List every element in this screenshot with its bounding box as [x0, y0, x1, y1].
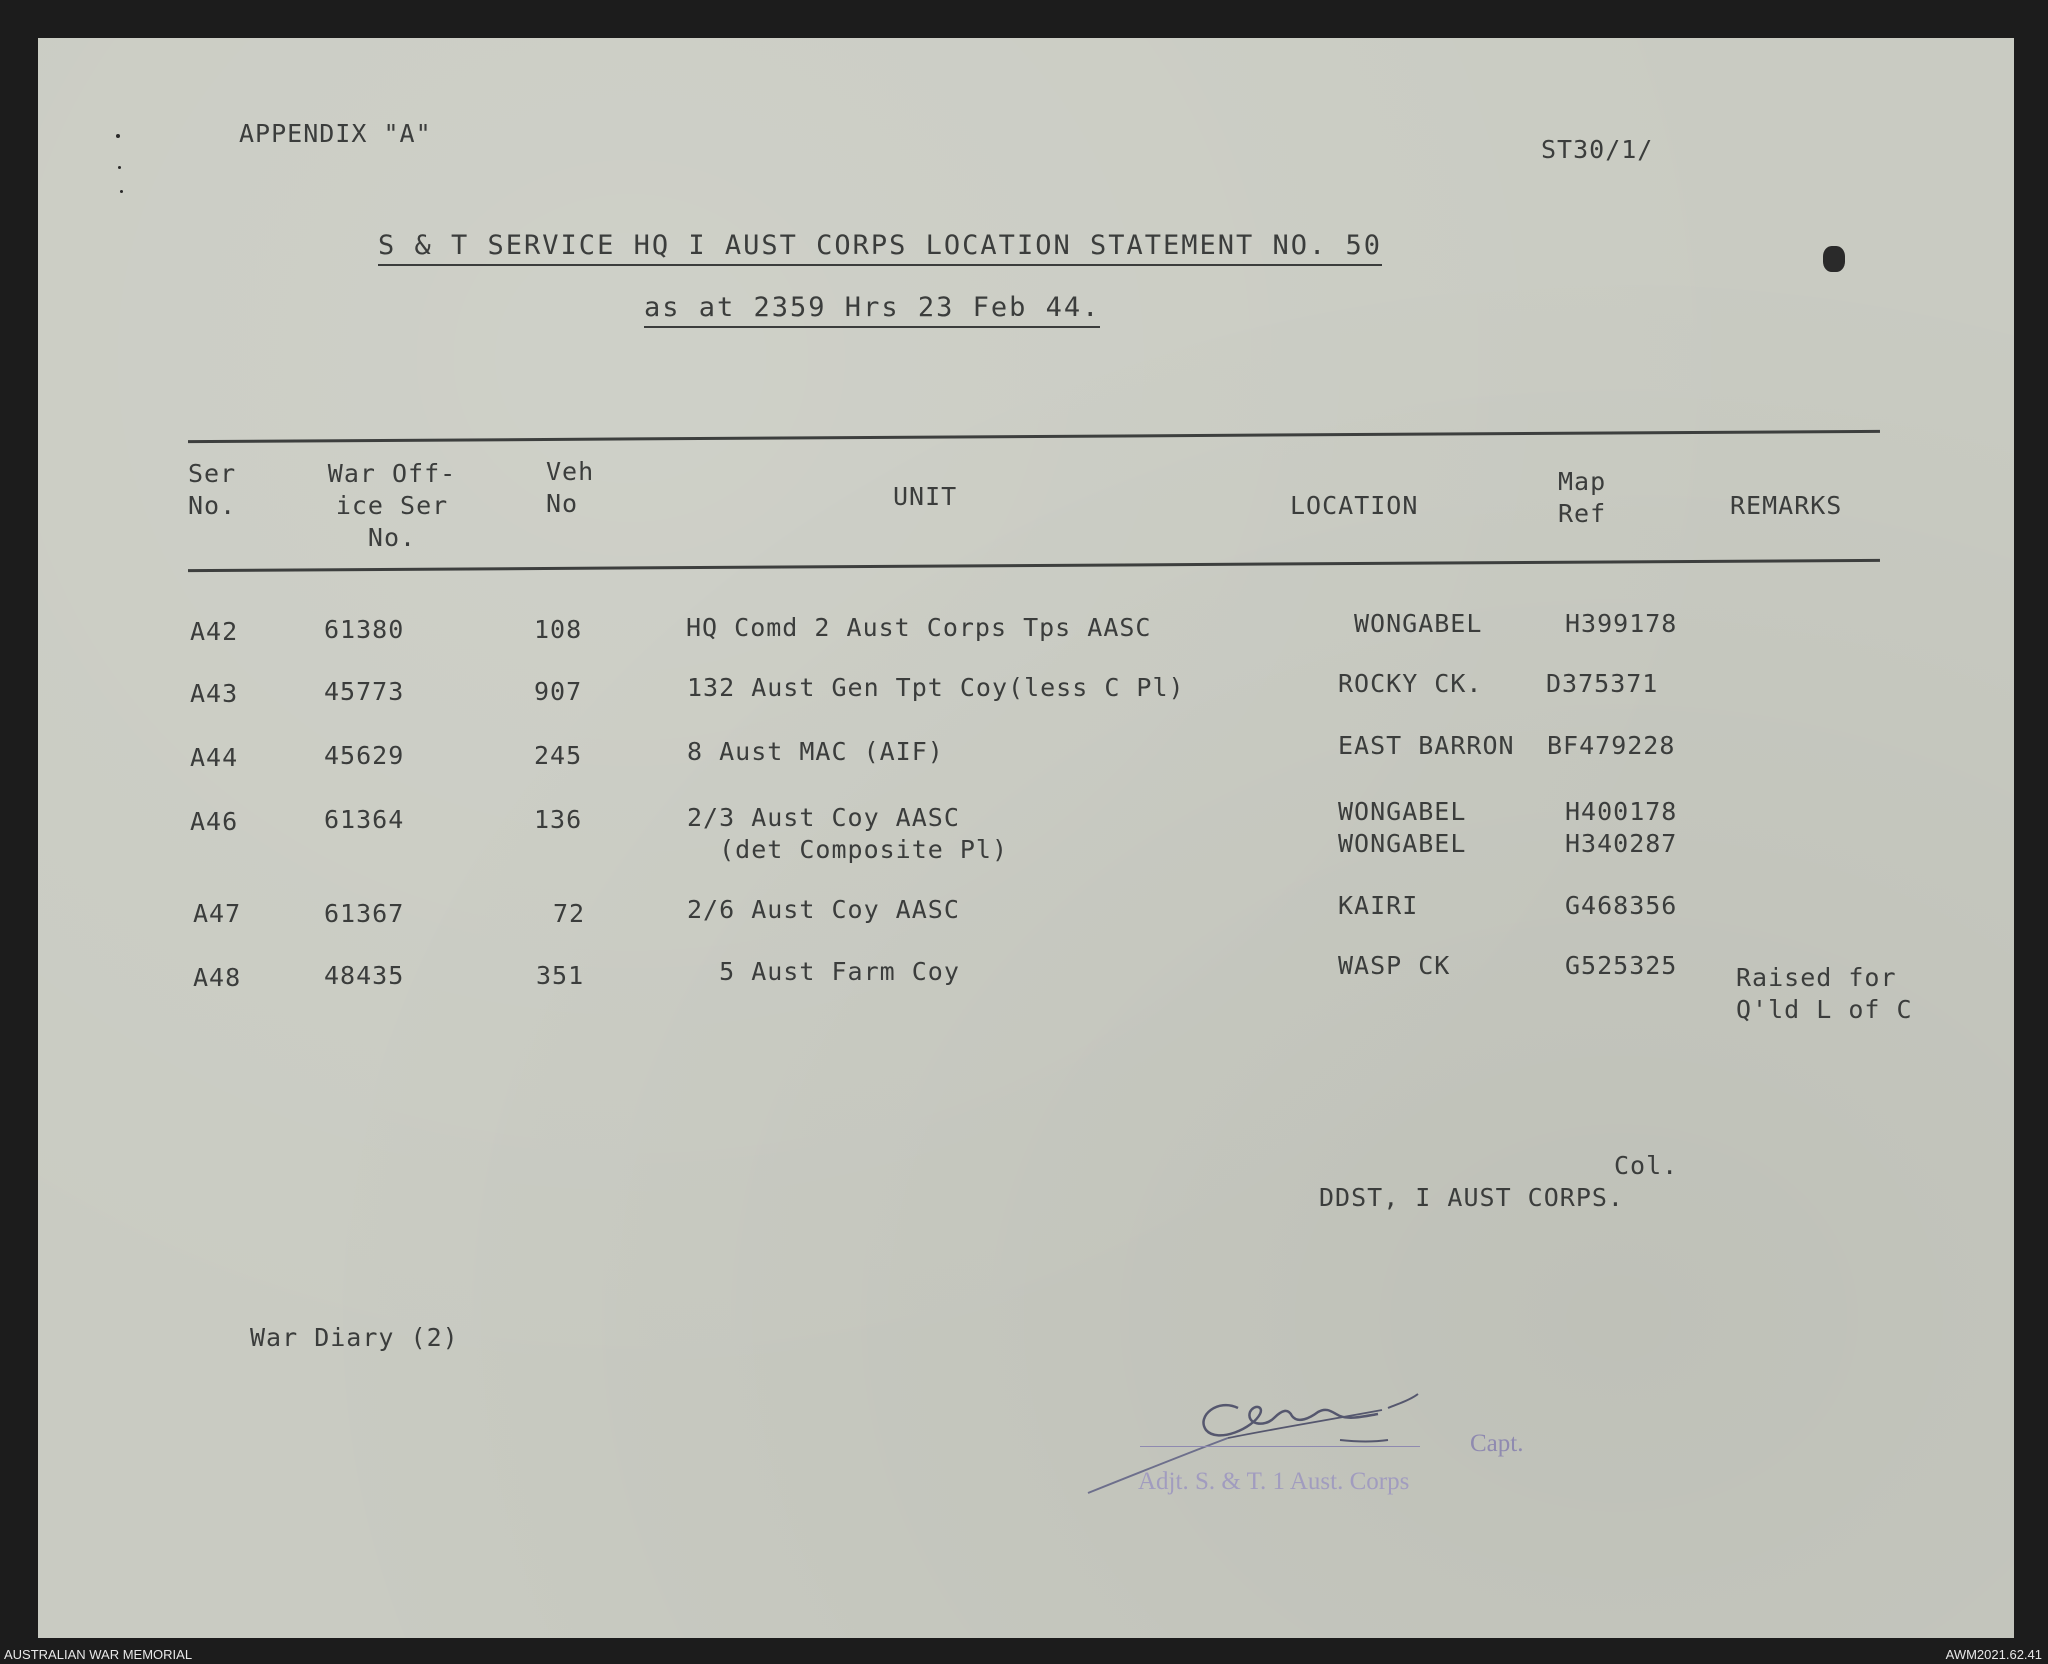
paper-hole-mark [1823, 246, 1845, 272]
cell-war-office-no: 61364 [324, 805, 405, 834]
cell-war-office-no: 61380 [324, 615, 405, 644]
cell-map-ref: G525325 [1565, 951, 1678, 980]
document-subtitle: as at 2359 Hrs 23 Feb 44. [644, 290, 1100, 328]
paper-speck [120, 190, 123, 193]
cell-unit: 5 Aust Farm Coy [687, 957, 960, 986]
cell-ser-no: A43 [190, 679, 239, 708]
cell-war-office-no: 48435 [324, 961, 405, 990]
cell-ser-no: A46 [190, 807, 239, 836]
stamp-appointment: Adjt. S. & T. 1 Aust. Corps [1138, 1468, 1410, 1495]
cell-unit: 2/3 Aust Coy AASC (det Composite Pl) [687, 803, 1009, 864]
cell-veh-no: 245 [534, 741, 583, 770]
stamp-rank: Capt. [1470, 1430, 1524, 1457]
cell-ser-no: A44 [190, 743, 239, 772]
archive-footer-right: AWM2021.62.41 [1945, 1647, 2042, 1662]
col-header-map-ref: Map Ref [1558, 467, 1607, 528]
cell-veh-no: 108 [534, 615, 583, 644]
cell-location: KAIRI [1338, 891, 1419, 920]
cell-war-office-no: 61367 [324, 899, 405, 928]
cell-map-ref: H400178 H340287 [1565, 797, 1678, 858]
cell-map-ref: D375371 [1546, 669, 1659, 698]
col-header-war-office-ser-no: War Off- ice Ser No. [327, 459, 457, 552]
archive-footer-left: AUSTRALIAN WAR MEMORIAL [4, 1647, 193, 1662]
cell-unit: 2/6 Aust Coy AASC [687, 895, 960, 924]
cell-war-office-no: 45629 [324, 741, 405, 770]
cell-ser-no: A47 [193, 899, 242, 928]
cell-location: WONGABEL WONGABEL [1338, 797, 1467, 858]
table-top-rule [188, 430, 1880, 443]
document-page [38, 38, 2014, 1638]
cell-remarks: Raised for Q'ld L of C [1736, 963, 1913, 1024]
cell-location: ROCKY CK. [1338, 669, 1483, 698]
cell-location: WONGABEL [1354, 609, 1483, 638]
cell-veh-no: 72 [553, 899, 586, 928]
cell-unit: HQ Comd 2 Aust Corps Tps AASC [686, 613, 1152, 642]
document-title: S & T SERVICE HQ I AUST CORPS LOCATION STATEMENT NO. 50 [378, 228, 1382, 266]
cell-location: WASP CK [1338, 951, 1451, 980]
stamp-signature-line [1140, 1446, 1420, 1447]
cell-veh-no: 351 [536, 961, 585, 990]
col-header-ser-no: Ser No. [188, 459, 237, 520]
cell-war-office-no: 45773 [324, 677, 405, 706]
table-header-rule [188, 559, 1880, 572]
paper-speck [118, 166, 121, 169]
col-header-location: LOCATION [1290, 491, 1419, 520]
cell-map-ref: BF479228 [1547, 731, 1676, 760]
signatory-appointment: DDST, I AUST CORPS. [1319, 1183, 1624, 1212]
cell-veh-no: 136 [534, 805, 583, 834]
cell-unit: 8 Aust MAC (AIF) [687, 737, 944, 766]
appendix-label: APPENDIX "A" [239, 119, 432, 148]
col-header-veh-no: Veh No [546, 457, 595, 518]
paper-speck [116, 134, 120, 138]
cell-ser-no: A48 [193, 963, 242, 992]
cell-ser-no: A42 [190, 617, 239, 646]
signatory-rank: Col. [1614, 1151, 1679, 1180]
col-header-remarks: REMARKS [1730, 491, 1843, 520]
cell-map-ref: H399178 [1565, 609, 1678, 638]
cell-unit: 132 Aust Gen Tpt Coy(less C Pl) [687, 673, 1185, 702]
cell-location: EAST BARRON [1338, 731, 1515, 760]
cell-veh-no: 907 [534, 677, 583, 706]
cell-map-ref: G468356 [1565, 891, 1678, 920]
file-reference: ST30/1/ [1541, 135, 1654, 164]
col-header-unit: UNIT [893, 482, 958, 511]
distribution-line: War Diary (2) [250, 1323, 459, 1352]
